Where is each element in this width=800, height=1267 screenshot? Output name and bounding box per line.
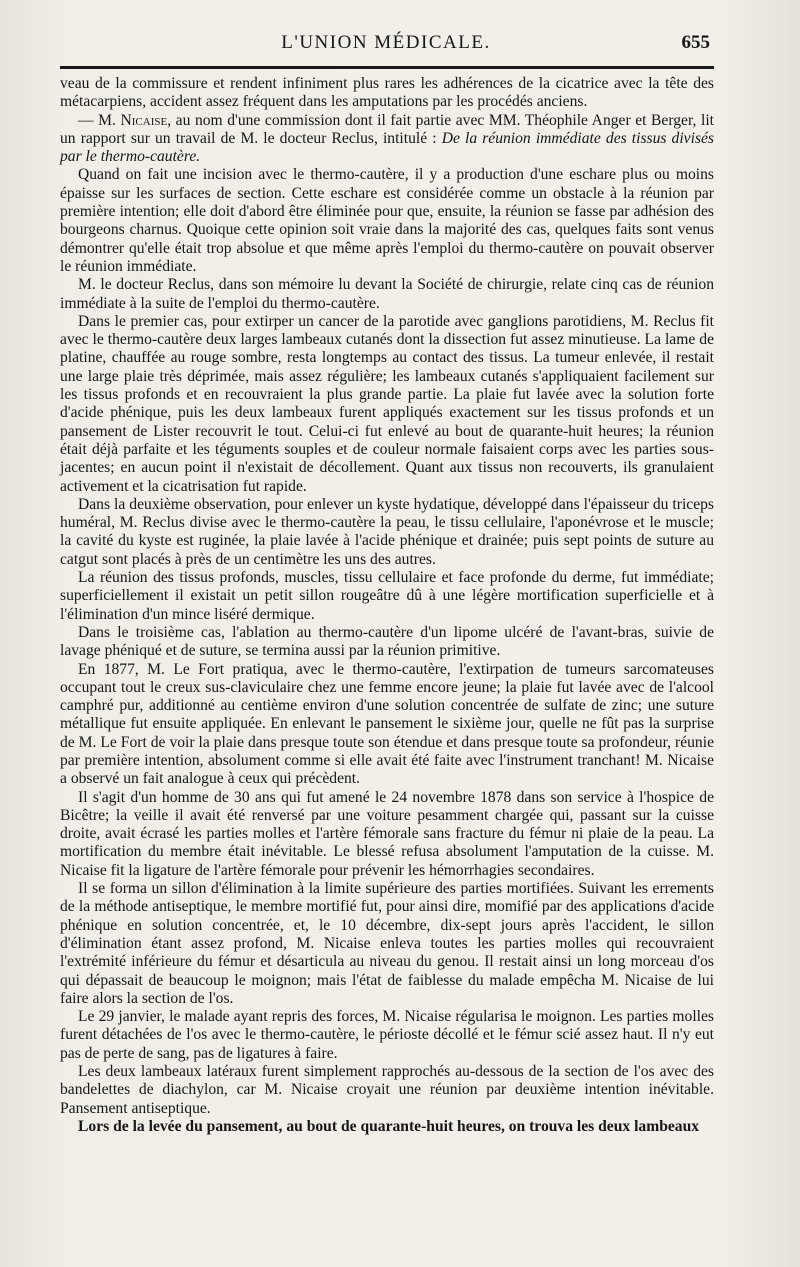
paragraph: En 1877, M. Le Fort pratiqua, avec le thermo-cautère, l'extirpation de tumeurs sarcomateuses occupant tout le creux sus-claviculaire chez une femme encore jeune; la plaie fut lavée avec de l'alcool camphré pur, additionné au centième environ d'une solution concentrée de sulfate de zinc; une suture métallique fut ensuite appliquée. En enlevant le pansement le sixième jour, quelle ne fût pas la surprise de M. Le Fort de voir la plaie dans presque toute son étendue et dans presque toute sa profondeur, réunie par première intention, absolument comme si elle avait été faite avec l'instrument tranchant! M. Nicaise a observé un fait analogue à ceux qui précèdent. xyxy=(60,660,714,788)
paragraph-report-intro xyxy=(60,112,714,167)
paragraph: Dans la deuxième observation, pour enlever un kyste hydatique, développé dans l'épaisseur du triceps huméral, M. Reclus divise avec le thermo-cautère la peau, le tissu cellulaire, l'aponévrose et le muscle; la cavité du kyste est ruginée, la plaie lavée à l'acide phénique et drainée; puis sept points de suture au catgut sont placés à près de un centimètre les uns des autres. xyxy=(60,495,714,568)
page-header xyxy=(60,30,712,64)
page-number: 655 xyxy=(681,32,710,53)
dash-prefix: — M. xyxy=(78,111,121,129)
body-text xyxy=(60,75,714,1136)
paragraph: M. le docteur Reclus, dans son mémoire lu devant la Société de chirurgie, relate cinq cas de réunion immédiate à la suite de l'emploi du thermo-cautère. xyxy=(60,276,714,312)
paragraph: La réunion des tissus profonds, muscles, tissu cellulaire et face profonde du derme, fut immédiate; superficiellement il existait un petit sillon rougeâtre dû à une légère mortification superficielle et à l'élimination d'un mince liséré dermique. xyxy=(60,569,714,623)
author-name: Nicaise xyxy=(120,111,168,129)
paragraph: Dans le premier cas, pour extirper un cancer de la parotide avec ganglions parotidiens, M. Reclus fit avec le thermo-cautère deux larges lambeaux cutanés dont la dissection fut assez minutieuse. La lame de platine, chauffée au rouge sombre, resta longtemps au contact des tissus. La tumeur enlevée, il restait une large plaie très déprimée, mais assez régulière; les lambeaux cutanés s'appliquaient facilement sur les tissus profonds et en recouvraient la plus grande partie. La plaie fut lavée avec la solution forte d'acide phénique, puis les deux lambeaux furent appliqués exactement sur les tissus profonds et un pansement de Lister recouvrit le tout. Celui-ci fut enlevé au bout de quarante-huit heures; la réunion était déjà parfaite et les téguments souples et de couleur normale faisaient corps avec les parties sous-jacentes; en aucun point il n'existait de décollement. Quant aux tissus non recouverts, ils granulaient activement et la cicatrisation fut rapide. xyxy=(60,312,714,495)
paragraph: Quand on fait une incision avec le thermo-cautère, il y a production d'une eschare plus ou moins épaisse sur les surfaces de section. Cette eschare est considérée comme un obstacle à la réunion par première intention; elle doit d'abord être éliminée pour que, ensuite, la réunion se fasse par adhésion des bourgeons charnus. Quoique cette opinion soit vraie dans la majorité des cas, quelques faits sont venus démontrer qu'elle était trop absolue et que même après l'emploi du thermo-cautère on pouvait observer le réunion immédiate. xyxy=(60,166,714,275)
paragraph: Les deux lambeaux latéraux furent simplement rapprochés au-dessous de la section de l'os avec des bandelettes de diachylon, car M. Nicaise croyait une réunion par deuxième intention inévitable. Pansement antiseptique. xyxy=(60,1063,714,1117)
paragraph: Il s'agit d'un homme de 30 ans qui fut amené le 24 novembre 1878 dans son service à l'hospice de Bicêtre; la veille il avait été renversé par une voiture pesamment chargée qui, passant sur la cuisse droite, avait écrasé les parties molles et l'artère fémorale sans fracture du fémur ni plaie de la peau. La mortification du membre était inévitable. Le blessé refusa absolument l'amputation de la cuisse. M. Nicaise fit la ligature de l'artère fémorale pour prévenir les hémorrhagies secondaires. xyxy=(60,788,714,879)
report-title: De la réunion immédiate des tissus divisés par le thermo-cautère. xyxy=(60,129,714,166)
paragraph: Le 29 janvier, le malade ayant repris des forces, M. Nicaise régularisa le moignon. Les parties molles furent détachées de l'os avec le thermo-cautère, le périoste décollé et le fémur scié assez haut. Il n'y eut pas de perte de sang, pas de ligatures à faire. xyxy=(60,1008,714,1062)
running-title: L'UNION MÉDICALE. xyxy=(281,32,491,53)
report-text: , au nom d'une commission dont il fait partie avec MM. Théophile Anger et Berger, lit un rapport sur un travail de M. le docteur Reclus, intitulé : xyxy=(60,111,714,147)
paragraph: Dans le troisième cas, l'ablation au thermo-cautère d'un lipome ulcéré de l'avant-bras, suivie de lavage phéniqué et de suture, se termina aussi par la réunion primitive. xyxy=(60,623,714,660)
header-rule xyxy=(60,66,714,69)
paragraph: veau de la commissure et rendent infiniment plus rares les adhérences de la cicatrice avec la tête des métacarpiens, accident assez fréquent dans les amputations par les procédés anciens. xyxy=(60,75,714,111)
paragraph: Lors de la levée du pansement, au bout de quarante-huit heures, on trouva les deux lambeaux xyxy=(78,1117,700,1135)
paragraph: Il se forma un sillon d'élimination à la limite supérieure des parties mortifiées. Suivant les errements de la méthode antiseptique, le membre mortifié fut, pour ainsi dire, momifié par des applications d'acide phénique en solution concentrée, et, le 10 décembre, dix-sept jours après l'accident, le sillon d'élimination étant assez profond, M. Nicaise enleva toutes les parties molles qui recouvraient l'extrémité inférieure du fémur et désarticula au niveau du genou. Il restait ainsi un long morceau d'os qui dépassait de beaucoup le moignon; mais l'état de faiblesse du malade empêcha M. Nicaise de lui faire alors la section de l'os. xyxy=(60,880,714,1007)
